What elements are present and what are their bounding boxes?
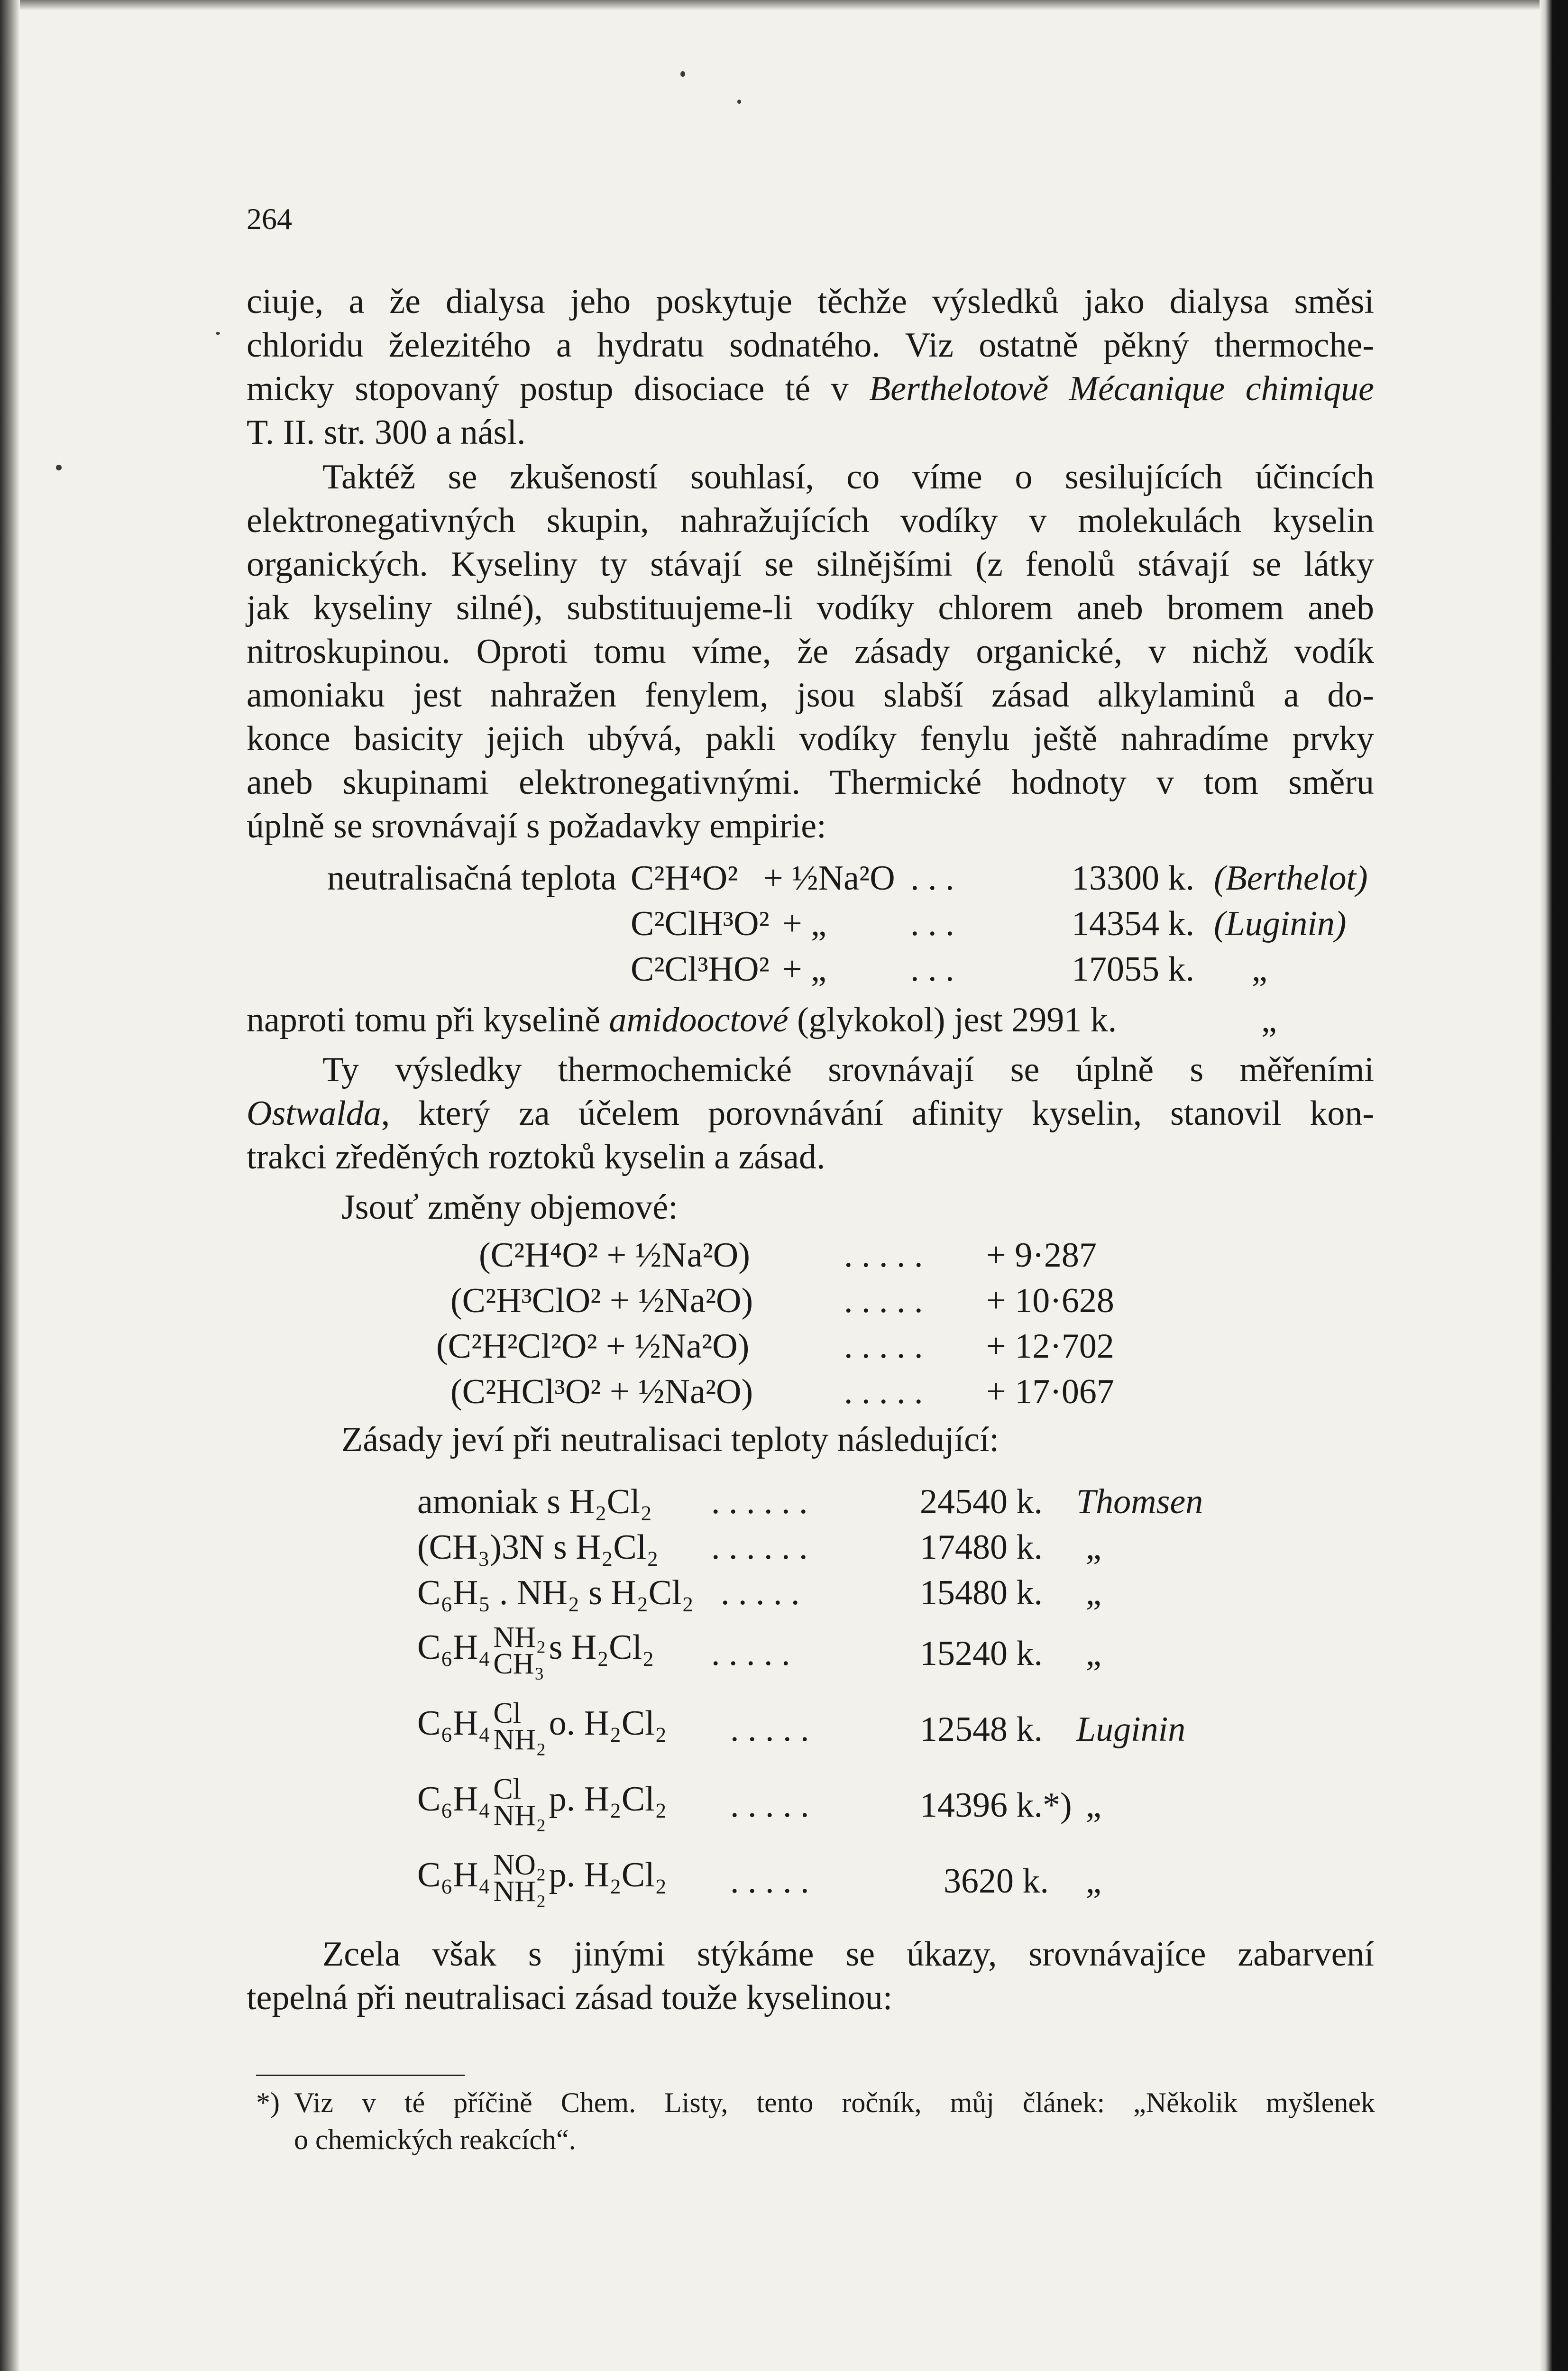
glycocol-line [247,998,1374,1042]
neutralisation-label: neutralisačná teplota [327,859,617,898]
substituents [493,1697,546,1756]
reagent: + „ [782,904,827,943]
source: „ [1252,950,1267,989]
text-line [247,998,1374,1042]
text-line-start: micky stopovaný postup disociace té v [247,369,870,408]
paragraph-1 [247,280,1374,454]
substituent-top: Cl [493,1773,521,1805]
volume-value: + 10·628 [986,1281,1114,1320]
substituent-bottom: NH₂ [493,1724,546,1756]
text-line: T. II. str. 300 a násl. [247,413,526,452]
text-line: jak kyseliny silné), substituujeme-li vodíky chlorem aneb bromem aneb [247,588,1374,627]
formula: C²H⁴O² [631,859,738,898]
leader-dots: . . . . . [730,1710,809,1749]
leader-dots: . . . . . [721,1573,800,1612]
heat-value: 3620 k. [944,1862,1049,1901]
compound: C₆H₅ . NH₂ s H₂Cl₂ [417,1573,694,1612]
acid-name: amidooctové [609,1001,789,1039]
text-line-end: (glykokol) jest 2991 k. [788,1001,1117,1039]
heat-value: 13300 k. [1072,859,1194,898]
scan-edge-top [0,0,1568,10]
text-line: úplně se srovnávají s požadavky empirie: [247,807,826,845]
text-line: ciuje, a že dialysa jeho poskytuje těchže výsledků jako dialysa směsi [247,282,1374,321]
scan-edge-right [1540,0,1568,2371]
heat-value: 24540 k. [920,1482,1043,1521]
leader-dots: . . . . . [844,1236,923,1275]
leader-dots: . . . . . [711,1634,790,1673]
text-line [247,1092,1374,1135]
paragraph-4 [247,1932,1374,2020]
text-line: elektronegativných skupin, nahražujících vodíky v molekulách kyselin [247,501,1374,540]
formula: (C²H³ClO² + ½Na²O) [450,1281,753,1320]
text-line: nitroskupinou. Oproti tomu víme, že zásady organické, v nichž vodík [247,632,1374,671]
formula: (C²H²Cl²O² + ½Na²O) [436,1327,750,1366]
author-name: Ostwalda [247,1094,381,1133]
substituent-bottom: CH₃ [493,1648,545,1680]
leader-dots: . . . [910,950,954,989]
text-line-rest: , který za účelem porovnávání afinity kyselin, stanovil kon- [381,1094,1374,1133]
text-line: chloridu železitého a hydratu sodnatého. Viz ostatně pěkný thermoche- [247,326,1374,365]
ring: C₆H₄ [417,1855,491,1894]
text-line: amoniaku jest nahražen fenylem, jsou slabší zásad alkylaminů a do- [247,676,1374,715]
formula: (C²H⁴O² + ½Na²O) [479,1236,750,1275]
source: „ [1086,1786,1101,1825]
volume-table [436,1235,1375,1425]
leader-dots: . . . . . [844,1327,923,1366]
paragraph-2 [247,455,1374,848]
leader-dots: . . . . . [730,1786,809,1825]
text-line: trakci zředěných roztoků kyselin a zásad. [247,1138,825,1176]
text-line: Taktéž se zkušeností souhlasí, co víme o sesilujících účincích [322,458,1374,496]
footnote-marker: *) [256,2087,280,2118]
heat-value: 14354 k. [1072,904,1194,943]
dust-speck [56,465,62,470]
scan-edge-left [0,0,20,2371]
text-line: Jsouť změny objemové: [341,1188,678,1227]
source: „ [1086,1862,1101,1901]
dust-speck [737,100,741,104]
heat-value: 14396 k.*) [920,1786,1072,1825]
substituent-bottom: NH₂ [493,1875,546,1908]
substituents [493,1849,546,1908]
footnote-line: o chemických reakcích“. [294,2124,576,2155]
compound-tail: o. H₂Cl₂ [549,1703,667,1743]
bases-intro [341,1418,1290,1461]
heat-value: 15480 k. [920,1573,1043,1612]
leader-dots: . . . . . [844,1281,923,1320]
text-line: Zásady jeví při neutralisaci teploty následující: [341,1420,999,1459]
volume-value: + 17·067 [986,1372,1114,1411]
heat-value: 17055 k. [1072,950,1194,989]
substituent-top: NO₂ [493,1849,546,1881]
footnote [256,2084,1375,2158]
leader-dots: . . . [910,904,954,943]
substituent-top: NH₂ [493,1621,546,1654]
footnote-rule [256,2075,465,2076]
substituents [493,1773,546,1832]
volume-intro [341,1186,1290,1229]
dust-speck [216,332,220,335]
formula: C²ClH³O² [631,904,770,943]
text-line: aneb skupinami elektronegativnými. Thermické hodnoty v tom směru [247,763,1374,802]
text-line: Zcela však s jinými stýkáme se úkazy, srovnávajíce zabarvení [322,1935,1374,1974]
source: Thomsen [1076,1482,1203,1521]
leader-dots: . . . . . [730,1862,809,1901]
dust-speck [680,71,685,77]
compound: amoniak s H₂Cl₂ [417,1482,652,1521]
paragraph-3 [247,1048,1374,1179]
compound-tail: s H₂Cl₂ [549,1627,654,1667]
reagent: + ½Na²O [763,859,895,898]
source: Luginin [1076,1710,1186,1749]
text-line: organických. Kyseliny ty stávají se silnějšími (z fenolů stávají se látky [247,545,1374,584]
ring: C₆H₄ [417,1703,491,1743]
leader-dots: . . . . . . [711,1528,808,1567]
formula: C²Cl³HO² [631,950,770,989]
leader-dots: . . . . . [844,1372,923,1411]
text-line-start: naproti tomu při kyselině [247,1001,609,1039]
source: „ [1261,1001,1277,1039]
substituent-top: Cl [493,1697,521,1729]
text-line: tepelná při neutralisaci zásad touže kyselinou: [247,1978,893,2017]
source: „ [1086,1528,1101,1567]
bases-table [417,1482,1380,1956]
page-number: 264 [247,202,292,236]
book-title: Berthelotově Mécanique chimique [869,369,1374,408]
leader-dots: . . . . . . [711,1482,808,1521]
text-line [247,367,1374,411]
ring: C₆H₄ [417,1779,491,1819]
heat-value: 12548 k. [920,1710,1043,1749]
volume-value: + 12·702 [986,1327,1114,1366]
footnote-line: Viz v té příčině Chem. Listy, tento ročník, můj článek: „Několik myšlenek [294,2087,1375,2118]
volume-value: + 9·287 [986,1236,1097,1275]
ring: C₆H₄ [417,1627,491,1667]
source: (Luginin) [1214,904,1347,943]
source: „ [1086,1634,1101,1673]
compound-tail: p. H₂Cl₂ [549,1855,667,1894]
leader-dots: . . . [910,859,954,898]
formula: (C²HCl³O² + ½Na²O) [450,1372,753,1411]
substituent-bottom: NH₂ [493,1800,546,1832]
source: „ [1086,1573,1101,1612]
compound: (CH₃)3N s H₂Cl₂ [417,1528,659,1567]
source: (Berthelot) [1214,859,1368,898]
compound [417,1621,654,1680]
substituents [493,1621,546,1680]
compound [417,1773,667,1832]
text-line: konce basicity jejich ubývá, pakli vodíky fenylu ještě nahradíme prvky [247,719,1374,758]
heat-value: 15240 k. [920,1634,1043,1673]
heat-value: 17480 k. [920,1528,1043,1567]
compound [417,1697,667,1756]
compound-tail: p. H₂Cl₂ [549,1779,667,1819]
compound [417,1849,667,1908]
text-line: Ty výsledky thermochemické srovnávají se úplně s měřeními [322,1050,1374,1089]
reagent: + „ [782,950,827,989]
